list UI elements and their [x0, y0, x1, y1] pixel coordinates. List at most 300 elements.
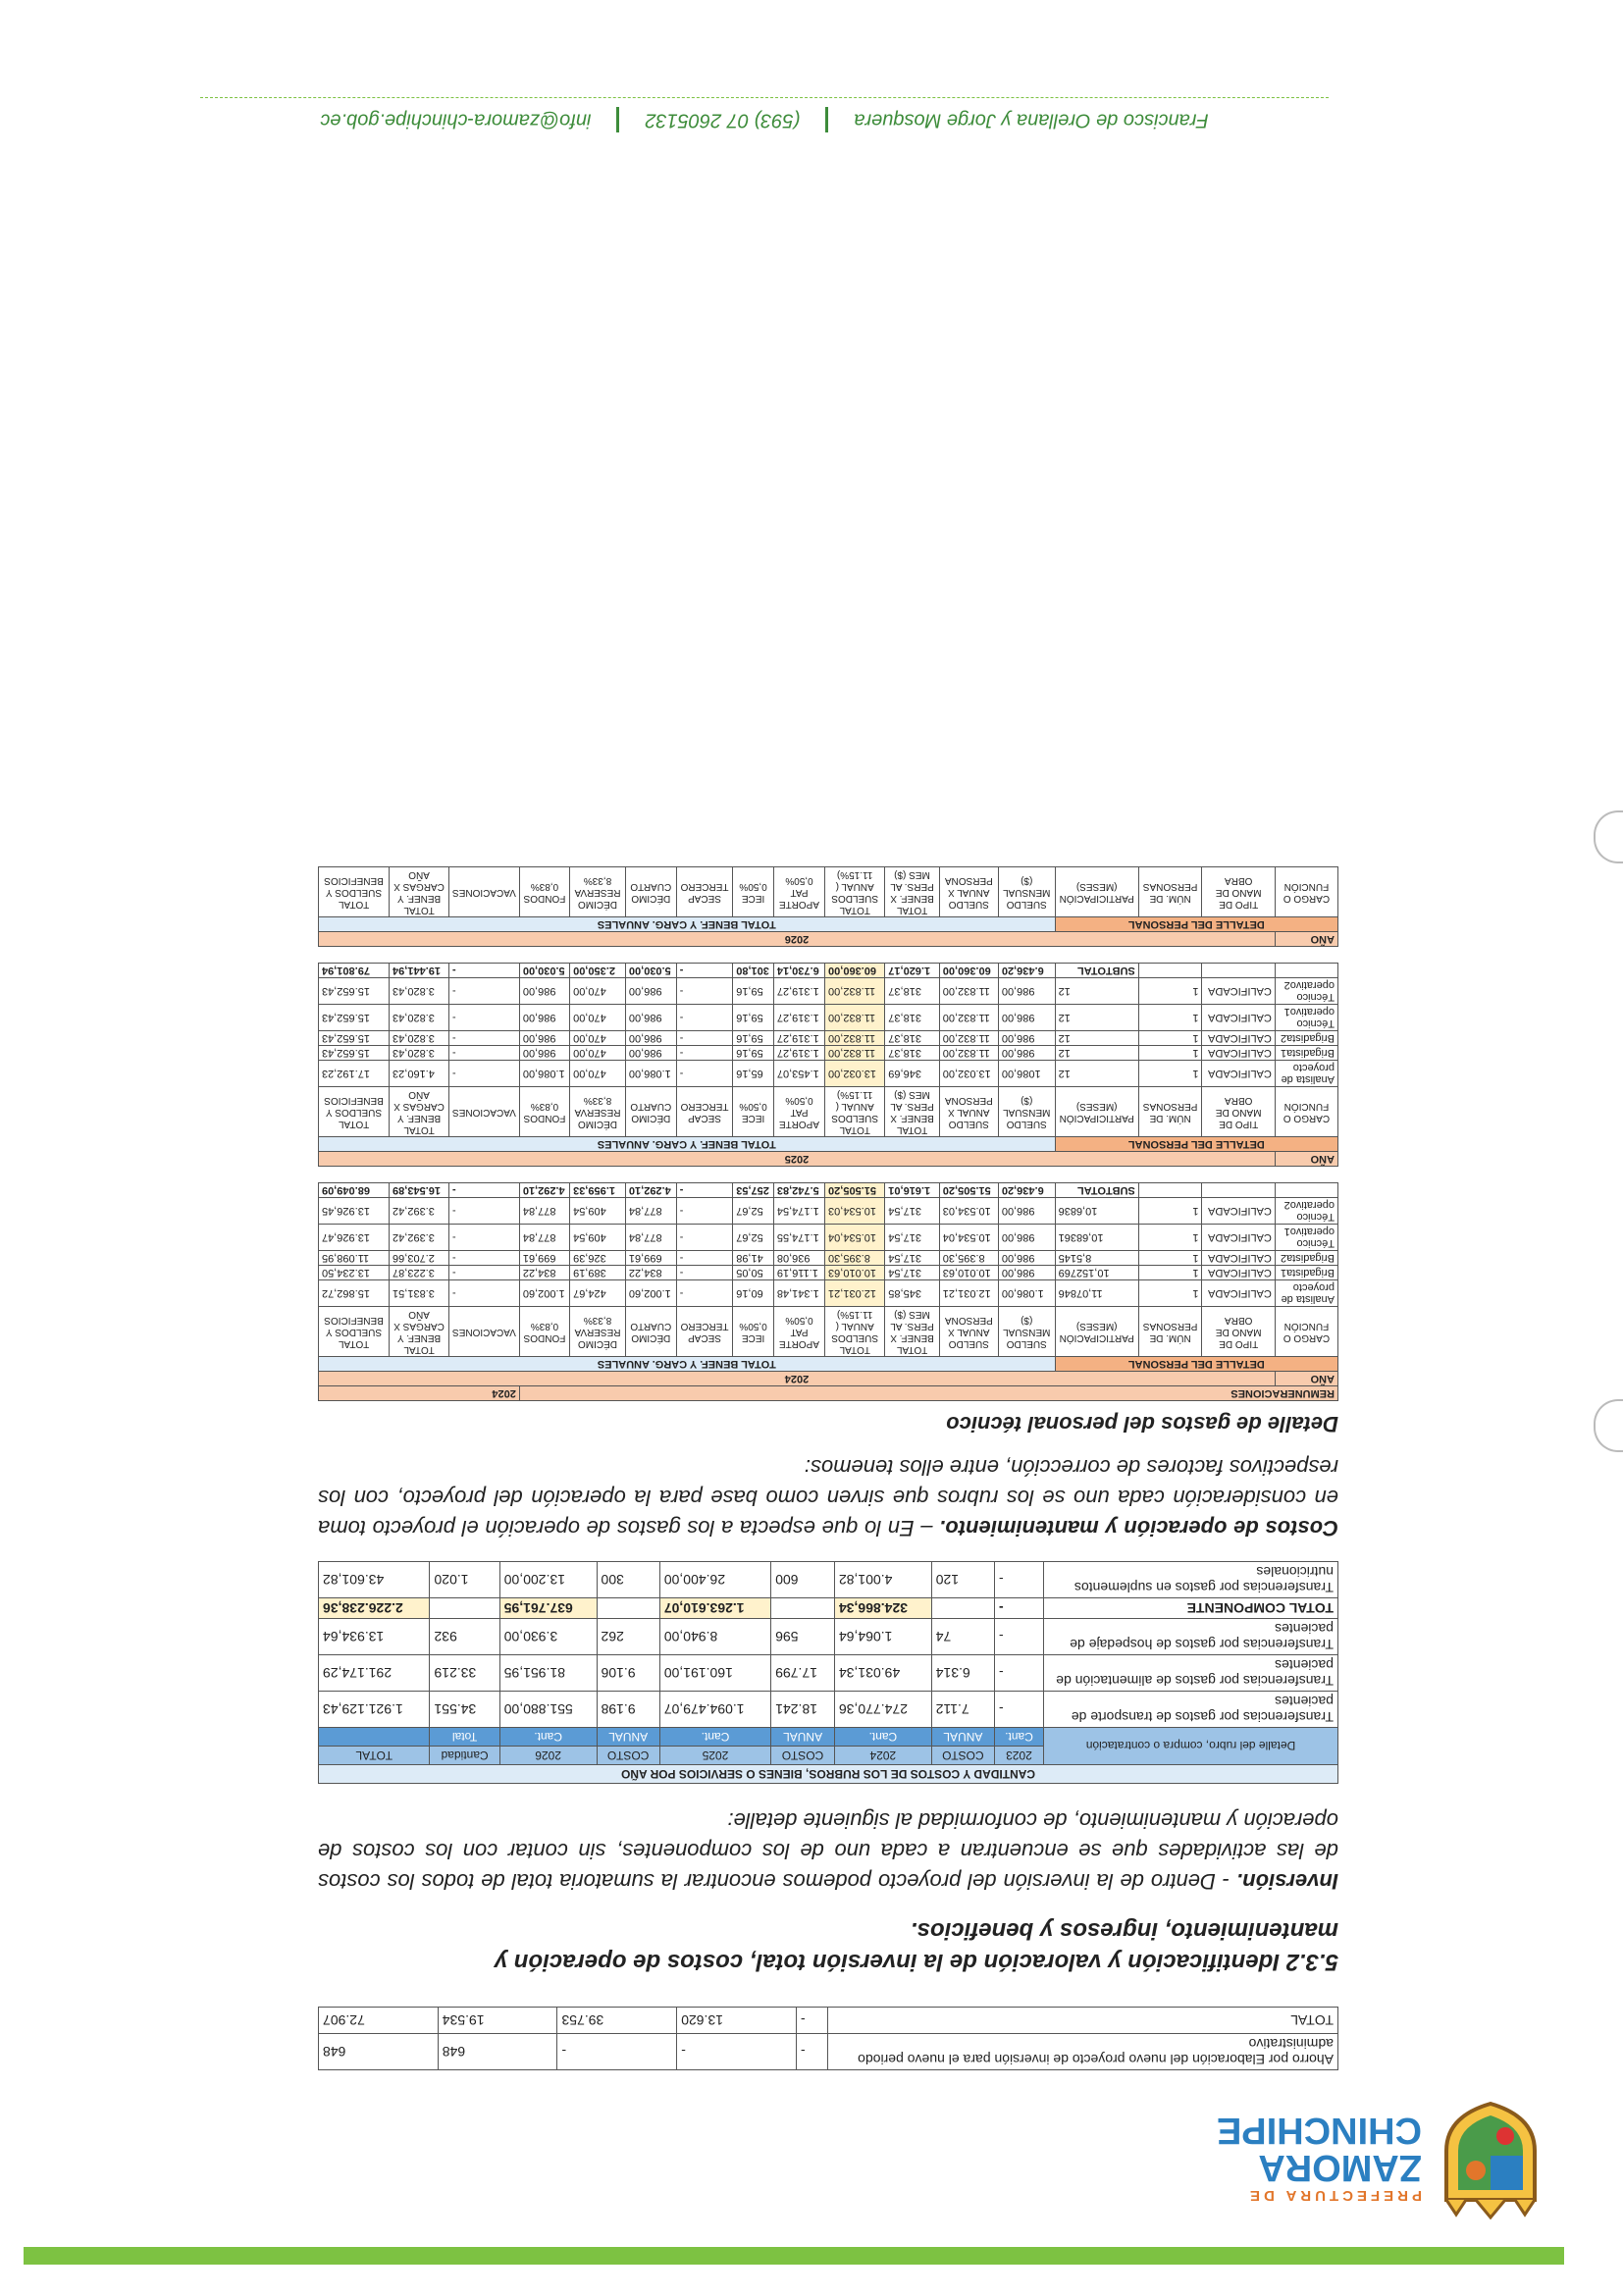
table-cell: 15.652,43 — [319, 1046, 390, 1061]
table-cell: 49.031,34 — [834, 1655, 931, 1692]
column-header: SECAP TERCERO — [676, 867, 733, 917]
table-cell: 13.234,50 — [319, 1266, 390, 1280]
table-cell: CALIFICADA — [1202, 1251, 1275, 1266]
table-cell: 1 — [1138, 1225, 1202, 1251]
row-label: Brigadista1 — [1275, 1266, 1337, 1280]
column-header: Cant. — [499, 1728, 597, 1747]
table-row — [319, 917, 1338, 932]
table-cell: 10,152769 — [1055, 1266, 1138, 1280]
table-cell: 60.360,00 — [939, 964, 998, 978]
column-header: Cant. — [659, 1728, 770, 1747]
table-cell: - — [676, 964, 733, 978]
table-row — [319, 2034, 1338, 2070]
table-cell: 11.832,00 — [939, 1005, 998, 1031]
table-cell: - — [557, 2034, 677, 2070]
table-cell: - — [449, 1266, 520, 1280]
table-cell: 1.174,55 — [773, 1225, 824, 1251]
column-header: DÉCIMO CUARTO — [625, 1087, 676, 1137]
table-cell: 2.703,66 — [390, 1251, 449, 1266]
table-cell — [1275, 964, 1337, 978]
table-cell: 15.862,72 — [319, 1280, 390, 1307]
table-cell: 65,16 — [733, 1061, 774, 1087]
table-row — [319, 1655, 1338, 1692]
table-cell: 409,54 — [570, 1198, 626, 1225]
table-cell: 43.601,82 — [319, 1562, 430, 1598]
table-cell: 3.820,43 — [390, 1046, 449, 1061]
column-header: Cant. — [834, 1728, 931, 1747]
table-cell: - — [676, 1225, 733, 1251]
table-cell: 1 — [1138, 1280, 1202, 1307]
remuneraciones-table — [318, 866, 1338, 1401]
table-cell: 1 — [1138, 1046, 1202, 1061]
table-cell: 10.534,04 — [825, 1225, 885, 1251]
table-cell: 39.753 — [557, 2008, 677, 2034]
table-cell: 9.198 — [597, 1692, 659, 1728]
table-cell: 1 — [1138, 1198, 1202, 1225]
table-cell: 1 — [1138, 978, 1202, 1005]
table-cell: 34.551 — [430, 1692, 499, 1728]
column-header: DÉCIMO RESERVA 8,33% — [570, 1307, 626, 1357]
table-cell: 1.086,00 — [625, 1061, 676, 1087]
section-heading: 5.3.2 Identificación y valoración de la inversión total, costos de operación y mantenimiento, ingresos y beneficios. — [494, 1917, 1338, 1975]
table-cell: 834,22 — [625, 1266, 676, 1280]
table-cell: 11,07846 — [1055, 1280, 1138, 1307]
column-header: PARTICIPACIÓN (MESES) — [1055, 867, 1138, 917]
table-cell: 13.620 — [677, 2008, 797, 2034]
column-header: CARGO O FUNCIÓN — [1275, 1307, 1337, 1357]
table-cell: 551.880,00 — [499, 1692, 597, 1728]
table-row — [319, 1357, 1338, 1372]
table-cell: 470,00 — [570, 1031, 626, 1046]
table-cell: 318,37 — [885, 1031, 940, 1046]
table-cell: 317,54 — [885, 1225, 940, 1251]
column-header: Cant. — [995, 1728, 1044, 1747]
table-cell: 986,00 — [998, 978, 1055, 1005]
table-row — [319, 867, 1338, 917]
detalle-header: DETALLE DEL PERSONAL — [1055, 917, 1337, 932]
table-cell: 51.505,20 — [939, 1183, 998, 1198]
table-cell: 1.002,60 — [625, 1280, 676, 1307]
column-header: SECAP TERCERO — [676, 1087, 733, 1137]
table-cell: 318,37 — [885, 1046, 940, 1061]
table-row — [319, 1198, 1338, 1225]
subtotal-label: SUBTOTAL — [1055, 964, 1138, 978]
table-row — [319, 1225, 1338, 1251]
cost-table-caption: CANTIDAD Y COSTOS DE LOS RUBROS, BIENES O SERVICIOS POR AÑO — [319, 1765, 1338, 1784]
table-cell: 317,54 — [885, 1251, 940, 1266]
table-cell: 33.219 — [430, 1655, 499, 1692]
column-header: TOTAL BENEF. X PERS. AL MES ($) — [885, 867, 940, 917]
table-cell: 11.832,00 — [939, 978, 998, 1005]
table-cell: 1.116,19 — [773, 1266, 824, 1280]
coat-of-arms-icon — [1437, 2102, 1544, 2219]
table-cell: 50,05 — [733, 1266, 774, 1280]
column-header: IECE 0,50% — [733, 1087, 774, 1137]
column-header: COSTO — [931, 1747, 994, 1765]
table-row — [319, 1031, 1338, 1046]
column-header: 2024 — [834, 1747, 931, 1765]
table-cell: - — [677, 2034, 797, 2070]
table-cell: 1 — [1138, 1061, 1202, 1087]
column-header: TOTAL SUELDOS ANUAL ( 11.15%) — [825, 867, 885, 917]
table-cell: 1.002,60 — [519, 1280, 569, 1307]
table-cell: CALIFICADA — [1202, 1198, 1275, 1225]
table-cell: 6.436,20 — [998, 964, 1055, 978]
block-year: 2025 — [319, 1152, 1276, 1167]
table-cell: 318,37 — [885, 978, 940, 1005]
anio-label: AÑO — [1275, 932, 1337, 947]
table-cell: 10.534,03 — [825, 1198, 885, 1225]
column-header: TOTAL BENEF. Y CARGAS X AÑO — [390, 1087, 449, 1137]
table-cell — [771, 1598, 835, 1619]
table-cell: - — [449, 1046, 520, 1061]
table-cell: 1.319,27 — [773, 1046, 824, 1061]
table-cell: - — [449, 1251, 520, 1266]
spacer — [319, 1167, 1338, 1183]
table-cell: 637.761,95 — [499, 1598, 597, 1619]
table-cell: 51.505,20 — [825, 1183, 885, 1198]
table-cell: 1.921.129,43 — [319, 1692, 430, 1728]
column-header: TOTAL BENEF. X PERS. AL MES ($) — [885, 1307, 940, 1357]
table-cell: CALIFICADA — [1202, 1061, 1275, 1087]
table-cell — [597, 1598, 659, 1619]
table-cell: 986,00 — [519, 1046, 569, 1061]
column-header: TOTAL SUELDOS Y BENEFICIOS — [319, 867, 390, 917]
column-header: TOTAL SUELDOS ANUAL ( 11.15%) — [825, 1307, 885, 1357]
top-green-bar — [24, 2247, 1564, 2265]
footer-line — [200, 97, 1329, 98]
table-cell — [931, 1598, 994, 1619]
table-cell: 11.832,00 — [825, 1031, 885, 1046]
row-label: Analista de proyecto — [1275, 1061, 1337, 1087]
table-cell: 8.395,30 — [825, 1251, 885, 1266]
table-cell: 1.094.479,07 — [659, 1692, 770, 1728]
table-cell: 1.263.610,07 — [659, 1598, 770, 1619]
paragraph-lead: Inversión. — [1236, 1869, 1338, 1894]
column-header: 2025 — [659, 1747, 770, 1765]
table-cell: 318,37 — [885, 1005, 940, 1031]
column-header: FONDOS 0,83% — [519, 1307, 569, 1357]
table-row — [319, 1692, 1338, 1728]
column-header: FONDOS 0,83% — [519, 1087, 569, 1137]
table-cell: 60,16 — [733, 1280, 774, 1307]
table-row — [319, 1598, 1338, 1619]
table-cell: 8.395,30 — [939, 1251, 998, 1266]
table-cell: 986,00 — [519, 1005, 569, 1031]
table-cell: 1.453,07 — [773, 1061, 824, 1087]
table-cell: 10,68361 — [1055, 1225, 1138, 1251]
row-label: Transferencias por gastos de transporte de pacientes — [1044, 1692, 1338, 1728]
table-cell: 986,00 — [625, 978, 676, 1005]
footer-separator — [616, 107, 619, 132]
paragraph-lead: Costos de operación y mantenimiento. — [939, 1516, 1338, 1540]
table-cell: 12 — [1055, 978, 1138, 1005]
paragraph-operacion — [318, 1452, 1338, 1543]
column-header: APORTE PAT 0,50% — [773, 1307, 824, 1357]
table-cell: 3.831,51 — [390, 1280, 449, 1307]
table-cell: 68.049,09 — [319, 1183, 390, 1198]
table-cell: CALIFICADA — [1202, 1005, 1275, 1031]
table-cell: 932 — [430, 1619, 499, 1655]
table-cell: - — [995, 1562, 1044, 1598]
table-cell: CALIFICADA — [1202, 1266, 1275, 1280]
table-cell: 26.400,00 — [659, 1562, 770, 1598]
table-cell: - — [676, 1031, 733, 1046]
table-cell: 52,67 — [733, 1198, 774, 1225]
column-header: CARGO O FUNCIÓN — [1275, 1087, 1337, 1137]
table-cell: 13.934,64 — [319, 1619, 430, 1655]
table-cell: 19.441,94 — [390, 964, 449, 978]
table-cell: 60.360,00 — [825, 964, 885, 978]
table-cell: 1.319,27 — [773, 978, 824, 1005]
table-cell: 17.799 — [771, 1655, 835, 1692]
table-cell: 596 — [771, 1619, 835, 1655]
table-cell: 10.010,63 — [825, 1266, 885, 1280]
table-cell: 409,54 — [570, 1225, 626, 1251]
prefectura-logo — [1132, 2092, 1544, 2219]
table-cell: 4.292,10 — [625, 1183, 676, 1198]
table-cell: 6.436,20 — [998, 1183, 1055, 1198]
table-cell: 12.031,21 — [825, 1280, 885, 1307]
column-header: SUELDO ANUAL X PERSONA — [939, 1087, 998, 1137]
table-row — [319, 1087, 1338, 1137]
table-cell: - — [676, 1005, 733, 1031]
table-cell — [1202, 1183, 1275, 1198]
table-cell: 59,16 — [733, 1031, 774, 1046]
column-header: ANUAL — [931, 1728, 994, 1747]
column-header — [319, 1728, 430, 1747]
table-cell: 11.832,00 — [825, 978, 885, 1005]
table-row — [319, 1183, 1338, 1198]
table-cell: TOTAL — [828, 2008, 1338, 2034]
table-cell: 1.319,27 — [773, 1005, 824, 1031]
table-cell: 1.959,33 — [570, 1183, 626, 1198]
table-cell: 986,00 — [998, 1266, 1055, 1280]
table-cell: 986,00 — [625, 1031, 676, 1046]
table-cell: 326,39 — [570, 1251, 626, 1266]
beneficios-header: TOTAL BENEF. Y CARG. ANUALES — [319, 917, 1056, 932]
table-cell: 699,61 — [519, 1251, 569, 1266]
footer-email: info@zamora-chinchipe.gob.ec — [320, 109, 592, 131]
table-row — [319, 1386, 1338, 1401]
table-cell: 11.832,00 — [825, 1046, 885, 1061]
table-cell: 1 — [1138, 1266, 1202, 1280]
table-cell: - — [449, 964, 520, 978]
subtotal-label: SUBTOTAL — [1055, 1183, 1138, 1198]
column-header: PARTICIPACIÓN (MESES) — [1055, 1087, 1138, 1137]
table-cell: 1 — [1138, 1005, 1202, 1031]
table-cell: 699,61 — [625, 1251, 676, 1266]
table-cell: 324.866,34 — [834, 1598, 931, 1619]
table-cell: - — [449, 1061, 520, 1087]
table-cell: 986,00 — [519, 1031, 569, 1046]
table-cell: 986,00 — [998, 1005, 1055, 1031]
table-cell: 11.832,00 — [939, 1046, 998, 1061]
table-cell: 470,00 — [570, 1005, 626, 1031]
footer-phone: (593) 07 2605132 — [645, 109, 801, 131]
table-row — [319, 1046, 1338, 1061]
row-label: Técnico operativo1 — [1275, 1005, 1337, 1031]
table-row — [319, 1562, 1338, 1598]
table-cell: 3.223,87 — [390, 1266, 449, 1280]
column-header: COSTO — [771, 1747, 835, 1765]
table-cell: - — [995, 1598, 1044, 1619]
column-header: DÉCIMO CUARTO — [625, 1307, 676, 1357]
table-cell: 9.106 — [597, 1655, 659, 1692]
table-cell: 3.820,43 — [390, 1005, 449, 1031]
table-cell: - — [449, 1198, 520, 1225]
row-label: TOTAL COMPONENTE — [1044, 1598, 1338, 1619]
column-header: CARGO O FUNCIÓN — [1275, 867, 1337, 917]
table-cell: 1.616,01 — [885, 1183, 940, 1198]
table-cell: 10.534,04 — [939, 1225, 998, 1251]
column-header: PARTICIPACIÓN (MESES) — [1055, 1307, 1138, 1357]
table-cell: - — [449, 1225, 520, 1251]
table-cell: 79.801,94 — [319, 964, 390, 978]
table-cell: Ahorro por Elaboración del nuevo proyecto de inversión para el nuevo periodo administrativo — [828, 2034, 1338, 2070]
table-cell: 257,53 — [733, 1183, 774, 1198]
column-header: Cantidad — [430, 1747, 499, 1765]
table-row — [319, 2008, 1338, 2034]
column-header: VACACIONES — [449, 1087, 520, 1137]
table-cell: 262 — [597, 1619, 659, 1655]
table-cell: 4.160,23 — [390, 1061, 449, 1087]
table-cell: 300 — [597, 1562, 659, 1598]
column-header: TOTAL SUELDOS Y BENEFICIOS — [319, 1087, 390, 1137]
table-row — [319, 1619, 1338, 1655]
table-cell: 74 — [931, 1619, 994, 1655]
column-header: SUELDO MENSUAL ($) — [998, 867, 1055, 917]
table-cell — [1275, 1183, 1337, 1198]
column-header: APORTE PAT 0,50% — [773, 1087, 824, 1137]
column-header: TIPO DE MANO DE OBRA — [1202, 1087, 1275, 1137]
block-year: 2026 — [319, 932, 1276, 947]
table-row — [319, 1251, 1338, 1266]
column-header: FONDOS 0,83% — [519, 867, 569, 917]
table-cell: 2.350,00 — [570, 964, 626, 978]
table-cell: 877,84 — [625, 1198, 676, 1225]
column-header: IECE 0,50% — [733, 867, 774, 917]
table-cell: 877,84 — [519, 1198, 569, 1225]
column-header: TOTAL — [319, 1747, 430, 1765]
column-header: TOTAL BENEF. Y CARGAS X AÑO — [390, 867, 449, 917]
column-header: TOTAL BENEF. Y CARGAS X AÑO — [390, 1307, 449, 1357]
table-cell: - — [676, 1251, 733, 1266]
table-cell: 986,00 — [998, 1225, 1055, 1251]
table-cell: 16.543,89 — [390, 1183, 449, 1198]
table-cell — [1202, 964, 1275, 978]
personnel-subtitle: Detalle de gastos del personal técnico — [946, 1412, 1338, 1436]
table-row — [319, 1167, 1338, 1183]
table-cell: 3.820,43 — [390, 1031, 449, 1046]
table-row — [319, 1061, 1338, 1087]
table-cell: 936,08 — [773, 1251, 824, 1266]
table-cell: 1.620,17 — [885, 964, 940, 978]
paragraph-text: – En lo que especta a los gastos de operación el proyecto toma en consideración cada uno se los rubros que sirven como base para la operación del proyecto, con los respectivos factores de corrección, entre ellos tenemos: — [318, 1455, 1338, 1540]
table-cell: 600 — [771, 1562, 835, 1598]
table-cell: 470,00 — [570, 978, 626, 1005]
table-cell: 12 — [1055, 1046, 1138, 1061]
table-cell: - — [449, 1005, 520, 1031]
table-cell: 6.730,14 — [773, 964, 824, 978]
table-cell: 13.926,45 — [319, 1198, 390, 1225]
table-cell: 648 — [319, 2034, 439, 2070]
table-cell: 81.951,95 — [499, 1655, 597, 1692]
table-cell: 72.907 — [319, 2008, 439, 2034]
table-cell: 345,85 — [885, 1280, 940, 1307]
table-cell: 12 — [1055, 1061, 1138, 1087]
column-header: APORTE PAT 0,50% — [773, 867, 824, 917]
footer-separator — [825, 107, 828, 132]
paragraph-inversion — [318, 1805, 1338, 1897]
table-cell: - — [449, 978, 520, 1005]
table-cell: 1.341,48 — [773, 1280, 824, 1307]
row-label: Analista de proyecto — [1275, 1280, 1337, 1307]
row-label: Técnico operativo2 — [1275, 978, 1337, 1005]
row-label: Brigadista2 — [1275, 1031, 1337, 1046]
table-cell: 986,00 — [998, 1031, 1055, 1046]
table-row — [319, 1307, 1338, 1357]
beneficios-header: TOTAL BENEF. Y CARG. ANUALES — [319, 1357, 1056, 1372]
table-cell: 41,98 — [733, 1251, 774, 1266]
column-header: SUELDO MENSUAL ($) — [998, 1307, 1055, 1357]
column-header: DÉCIMO RESERVA 8,33% — [570, 867, 626, 917]
table-cell: - — [995, 1692, 1044, 1728]
table-cell: - — [449, 1183, 520, 1198]
table-cell: 8,5145 — [1055, 1251, 1138, 1266]
table-cell: 346,69 — [885, 1061, 940, 1087]
column-header: VACACIONES — [449, 1307, 520, 1357]
table-cell: 1.020 — [430, 1562, 499, 1598]
table-cell: 11.098,95 — [319, 1251, 390, 1266]
row-label: Técnico operativo2 — [1275, 1198, 1337, 1225]
table-cell: 13.200,00 — [499, 1562, 597, 1598]
punch-hole — [1594, 1399, 1623, 1452]
table-cell: 12 — [1055, 1031, 1138, 1046]
beneficios-header: TOTAL BENEF. Y CARG. ANUALES — [319, 1137, 1056, 1152]
table-cell: 1086,00 — [998, 1061, 1055, 1087]
table-cell: 4.292,10 — [519, 1183, 569, 1198]
table-cell: - — [676, 1266, 733, 1280]
remuneraciones-title: REMUNERACIONES — [519, 1386, 1337, 1401]
column-header: Detalle del rubro, compra o contratación — [1044, 1728, 1338, 1765]
table-cell: 19.534 — [438, 2008, 557, 2034]
table-cell: 13.926,47 — [319, 1225, 390, 1251]
table-cell: CALIFICADA — [1202, 1031, 1275, 1046]
year-tag: 2024 — [319, 1386, 520, 1401]
row-label: Transferencias por gastos en suplementos nutricionales — [1044, 1562, 1338, 1598]
table-cell: 1.086,00 — [998, 1280, 1055, 1307]
table-cell: 7.112 — [931, 1692, 994, 1728]
logo-chinchipe-text: CHINCHIPE — [1216, 2110, 1422, 2151]
table-cell: - — [995, 1619, 1044, 1655]
column-header: IECE 0,50% — [733, 1307, 774, 1357]
table-cell: 1 — [1138, 1031, 1202, 1046]
table-cell: CALIFICADA — [1202, 1225, 1275, 1251]
detalle-header: DETALLE DEL PERSONAL — [1055, 1137, 1337, 1152]
table-cell: 986,00 — [625, 1046, 676, 1061]
column-header: Total — [430, 1728, 499, 1747]
table-cell: - — [449, 1031, 520, 1046]
table-cell: 8.940,00 — [659, 1619, 770, 1655]
table-cell: 12 — [1055, 1005, 1138, 1031]
paragraph-text: - Dentro de la inversión del proyecto podemos encontrar la sumatoria total de todos los costos de las actividades que se encuentran a cada uno de los componentes, sin contar con los costos de operación y mantenimiento, de conformidad al siguiente detalle: — [318, 1808, 1338, 1894]
column-header: ANUAL — [597, 1728, 659, 1747]
table-cell: 12.031,21 — [939, 1280, 998, 1307]
table-cell: 317,54 — [885, 1266, 940, 1280]
table-cell: 13.032,00 — [825, 1061, 885, 1087]
table-row — [319, 964, 1338, 978]
